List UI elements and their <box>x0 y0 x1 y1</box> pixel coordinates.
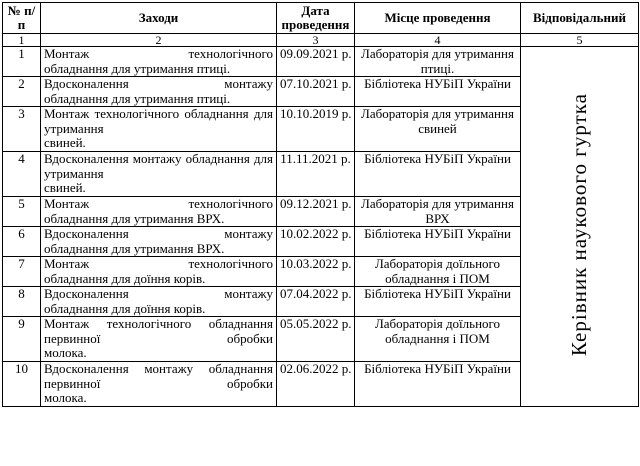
row-number: 2 <box>3 77 41 107</box>
column-number: 3 <box>277 34 355 47</box>
place-cell: Бібліотека НУБіП України <box>355 152 521 197</box>
event-text-last: свиней. <box>44 180 86 195</box>
date-cell: 07.10.2021 р. <box>277 77 355 107</box>
header-event: Заходи <box>41 3 277 34</box>
event-cell <box>41 152 277 197</box>
place-cell: Лабораторія доїльного обладнання і ПОМ <box>355 257 521 287</box>
column-number: 5 <box>521 34 639 47</box>
date-cell: 07.04.2022 р. <box>277 287 355 317</box>
event-text: Вдосконалення монтажу <box>44 76 273 91</box>
event-text: Монтаж технологічного обладнання для утримання <box>44 106 273 136</box>
row-number: 7 <box>3 257 41 287</box>
column-number-row <box>3 34 639 47</box>
event-text: Вдосконалення монтажу обладнання для утримання <box>44 151 273 181</box>
event-cell <box>41 257 277 287</box>
row-number: 8 <box>3 287 41 317</box>
row-number: 9 <box>3 317 41 362</box>
event-text-last: обладнання для утримання ВРХ. <box>44 210 225 226</box>
column-number: 2 <box>41 34 277 47</box>
row-number: 6 <box>3 227 41 257</box>
event-text: Монтаж технологічного обладнання первинної обробки <box>44 316 273 346</box>
place-cell: Бібліотека НУБіП України <box>355 77 521 107</box>
event-text-last: обладнання для утримання птиці. <box>44 60 231 76</box>
place-cell: Лабораторія доїльного обладнання і ПОМ <box>355 317 521 362</box>
date-cell: 10.03.2022 р. <box>277 257 355 287</box>
place-cell: Бібліотека НУБіП України <box>355 362 521 407</box>
event-text-last: молока. <box>44 345 87 360</box>
event-cell <box>41 227 277 257</box>
event-text: Вдосконалення монтажу обладнання первинної обробки <box>44 361 273 391</box>
header-responsible: Відповідальний <box>521 3 639 34</box>
event-text-last: молока. <box>44 390 87 405</box>
row-number: 3 <box>3 107 41 152</box>
event-cell <box>41 107 277 152</box>
date-cell: 10.10.2019 р. <box>277 107 355 152</box>
table-header-row <box>3 3 639 34</box>
row-number: 10 <box>3 362 41 407</box>
event-text-last: обладнання для доїння корів. <box>44 270 206 286</box>
event-text-last: обладнання для доїння корів. <box>44 300 206 316</box>
column-number: 4 <box>355 34 521 47</box>
event-cell <box>41 47 277 77</box>
event-cell <box>41 362 277 407</box>
event-text: Монтаж технологічного <box>44 46 273 61</box>
responsible-text: Керівник наукового гуртка <box>567 93 592 357</box>
place-cell: Бібліотека НУБіП України <box>355 227 521 257</box>
event-text-last: свиней. <box>44 135 86 150</box>
header-place: Місце проведення <box>355 3 521 34</box>
column-number: 1 <box>3 34 41 47</box>
event-cell <box>41 77 277 107</box>
date-cell: 05.05.2022 р. <box>277 317 355 362</box>
event-cell <box>41 197 277 227</box>
event-cell <box>41 317 277 362</box>
date-cell: 09.12.2021 р. <box>277 197 355 227</box>
date-cell: 02.06.2022 р. <box>277 362 355 407</box>
event-text: Монтаж технологічного <box>44 256 273 271</box>
date-cell: 10.02.2022 р. <box>277 227 355 257</box>
event-text: Вдосконалення монтажу <box>44 286 273 301</box>
row-number: 5 <box>3 197 41 227</box>
date-cell: 11.11.2021 р. <box>277 152 355 197</box>
event-text: Монтаж технологічного <box>44 196 273 211</box>
header-date: Дата проведення <box>277 3 355 34</box>
responsible-cell <box>521 47 639 407</box>
date-cell: 09.09.2021 р. <box>277 47 355 77</box>
row-number: 4 <box>3 152 41 197</box>
place-cell: Лабораторія для утримання свиней <box>355 107 521 152</box>
event-text: Вдосконалення монтажу <box>44 226 273 241</box>
place-cell: Лабораторія для утримання птиці. <box>355 47 521 77</box>
event-text-last: обладнання для утримання птиці. <box>44 90 231 106</box>
events-plan-table <box>2 2 639 407</box>
header-num: № п/п <box>3 3 41 34</box>
event-text-last: обладнання для утримання ВРХ. <box>44 240 225 256</box>
place-cell: Лабораторія для утримання ВРХ <box>355 197 521 227</box>
table-row <box>3 47 639 77</box>
place-cell: Бібліотека НУБіП України <box>355 287 521 317</box>
event-cell <box>41 287 277 317</box>
row-number: 1 <box>3 47 41 77</box>
